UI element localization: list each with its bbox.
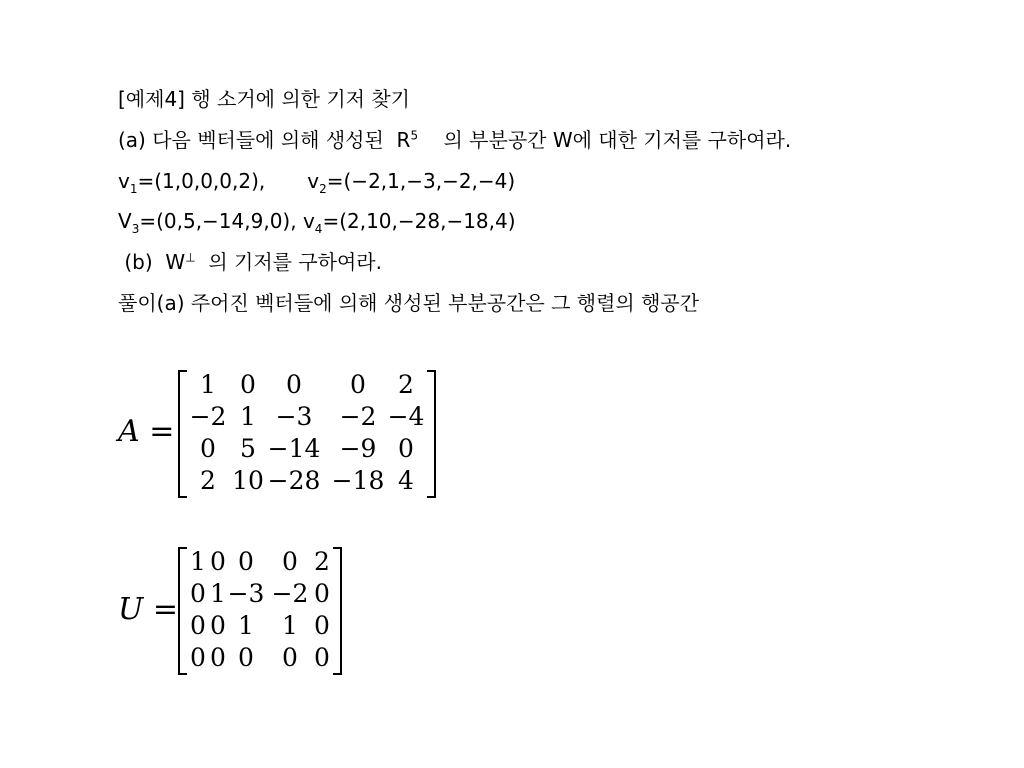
problem-heading: [예제4] 행 소거에 의한 기저 찾기 bbox=[118, 87, 410, 111]
matrix-a-cell-r3-c4: −9 bbox=[339, 434, 377, 463]
matrix-a-cell-r2-c4: −2 bbox=[339, 402, 377, 431]
matrix-u-cell-r4-c2: 0 bbox=[210, 643, 226, 672]
matrix-u-cell-r2-c5: 0 bbox=[314, 579, 330, 608]
perp-superscript: ⊥ bbox=[185, 250, 196, 265]
v1-subscript: 1 bbox=[129, 182, 138, 196]
matrix-u-cell-r2-c2: 1 bbox=[210, 579, 226, 608]
matrix-u-cells bbox=[178, 547, 342, 675]
part-a-prefix: (a) 다음 벡터들에 의해 생성된 R bbox=[118, 128, 411, 152]
matrix-a-cell-r3-c1: 0 bbox=[200, 434, 216, 463]
matrix-a-cell-r4-c4: −18 bbox=[331, 466, 385, 495]
v3-subscript: 3 bbox=[131, 222, 140, 236]
matrix-u-cell-r3-c3: 1 bbox=[238, 611, 254, 640]
matrix-u-cell-r3-c4: 1 bbox=[282, 611, 298, 640]
matrix-a-cell-r2-c2: 1 bbox=[240, 402, 256, 431]
matrix-a-cell-r1-c5: 2 bbox=[398, 370, 414, 399]
matrix-a-cell-r2-c1: −2 bbox=[189, 402, 227, 431]
v2-name: v bbox=[307, 169, 320, 193]
matrix-a bbox=[178, 370, 436, 498]
part-a-text bbox=[118, 127, 791, 153]
v1-name: v bbox=[118, 169, 130, 193]
matrix-u-cell-r1-c1: 1 bbox=[190, 547, 206, 576]
matrix-a-cell-r4-c1: 2 bbox=[200, 466, 216, 495]
matrix-a-cell-r1-c1: 1 bbox=[200, 370, 216, 399]
matrix-a-cell-r1-c2: 0 bbox=[240, 370, 256, 399]
part-a-suffix: 의 부분공간 W에 대한 기저를 구하여라. bbox=[418, 128, 792, 152]
matrix-u-cell-r3-c1: 0 bbox=[190, 611, 206, 640]
matrix-a-cell-r3-c5: 0 bbox=[398, 434, 414, 463]
part-b-suffix: 의 기저를 구하여라. bbox=[195, 250, 382, 274]
matrix-u-cell-r3-c5: 0 bbox=[314, 611, 330, 640]
matrix-u-cell-r4-c4: 0 bbox=[282, 643, 298, 672]
v2-subscript: 2 bbox=[319, 182, 327, 196]
matrix-a-cell-r2-c3: −3 bbox=[275, 402, 313, 431]
v4-name: v bbox=[302, 209, 315, 233]
matrix-u-cell-r4-c3: 0 bbox=[238, 643, 254, 672]
matrix-a-cells bbox=[178, 370, 436, 498]
matrix-a-cell-r3-c3: −14 bbox=[267, 434, 321, 463]
part-b-text bbox=[118, 249, 382, 275]
matrix-a-cell-r4-c5: 4 bbox=[398, 466, 414, 495]
matrix-u-label: U = bbox=[118, 592, 178, 627]
v3-value: =(0,5,−14,9,0), bbox=[139, 209, 303, 233]
r-superscript: 5 bbox=[410, 128, 419, 143]
matrix-a-label: A = bbox=[118, 414, 175, 449]
vectors-line-1 bbox=[118, 168, 515, 194]
matrix-u-cell-r1-c3: 0 bbox=[238, 547, 254, 576]
matrix-a-cell-r2-c5: −4 bbox=[387, 402, 425, 431]
matrix-a-cell-r4-c3: −28 bbox=[267, 466, 321, 495]
v4-value: =(2,10,−28,−18,4) bbox=[322, 209, 516, 233]
solution-text: 풀이(a) 주어진 벡터들에 의해 생성된 부분공간은 그 행렬의 행공간 bbox=[118, 291, 700, 315]
part-b-prefix: (b) W bbox=[118, 250, 186, 274]
matrix-a-cell-r4-c2: 10 bbox=[232, 466, 264, 495]
matrix-u bbox=[178, 547, 342, 675]
matrix-u-cell-r1-c2: 0 bbox=[210, 547, 226, 576]
matrix-u-cell-r4-c5: 0 bbox=[314, 643, 330, 672]
matrix-a-cell-r1-c3: 0 bbox=[286, 370, 302, 399]
v4-subscript: 4 bbox=[314, 222, 323, 236]
vectors-line-2 bbox=[118, 208, 516, 234]
v2-value: =(−2,1,−3,−2,−4) bbox=[326, 169, 516, 193]
matrix-u-cell-r1-c4: 0 bbox=[282, 547, 298, 576]
v1-value: =(1,0,0,0,2), bbox=[137, 169, 266, 193]
matrix-u-cell-r2-c4: −2 bbox=[271, 579, 309, 608]
matrix-u-cell-r4-c1: 0 bbox=[190, 643, 206, 672]
matrix-u-cell-r2-c1: 0 bbox=[190, 579, 206, 608]
matrix-a-cell-r1-c4: 0 bbox=[350, 370, 366, 399]
matrix-u-cell-r2-c3: −3 bbox=[227, 579, 265, 608]
v3-name: V bbox=[118, 209, 132, 233]
matrix-u-cell-r3-c2: 0 bbox=[210, 611, 226, 640]
matrix-u-cell-r1-c5: 2 bbox=[314, 547, 330, 576]
matrix-a-cell-r3-c2: 5 bbox=[240, 434, 256, 463]
